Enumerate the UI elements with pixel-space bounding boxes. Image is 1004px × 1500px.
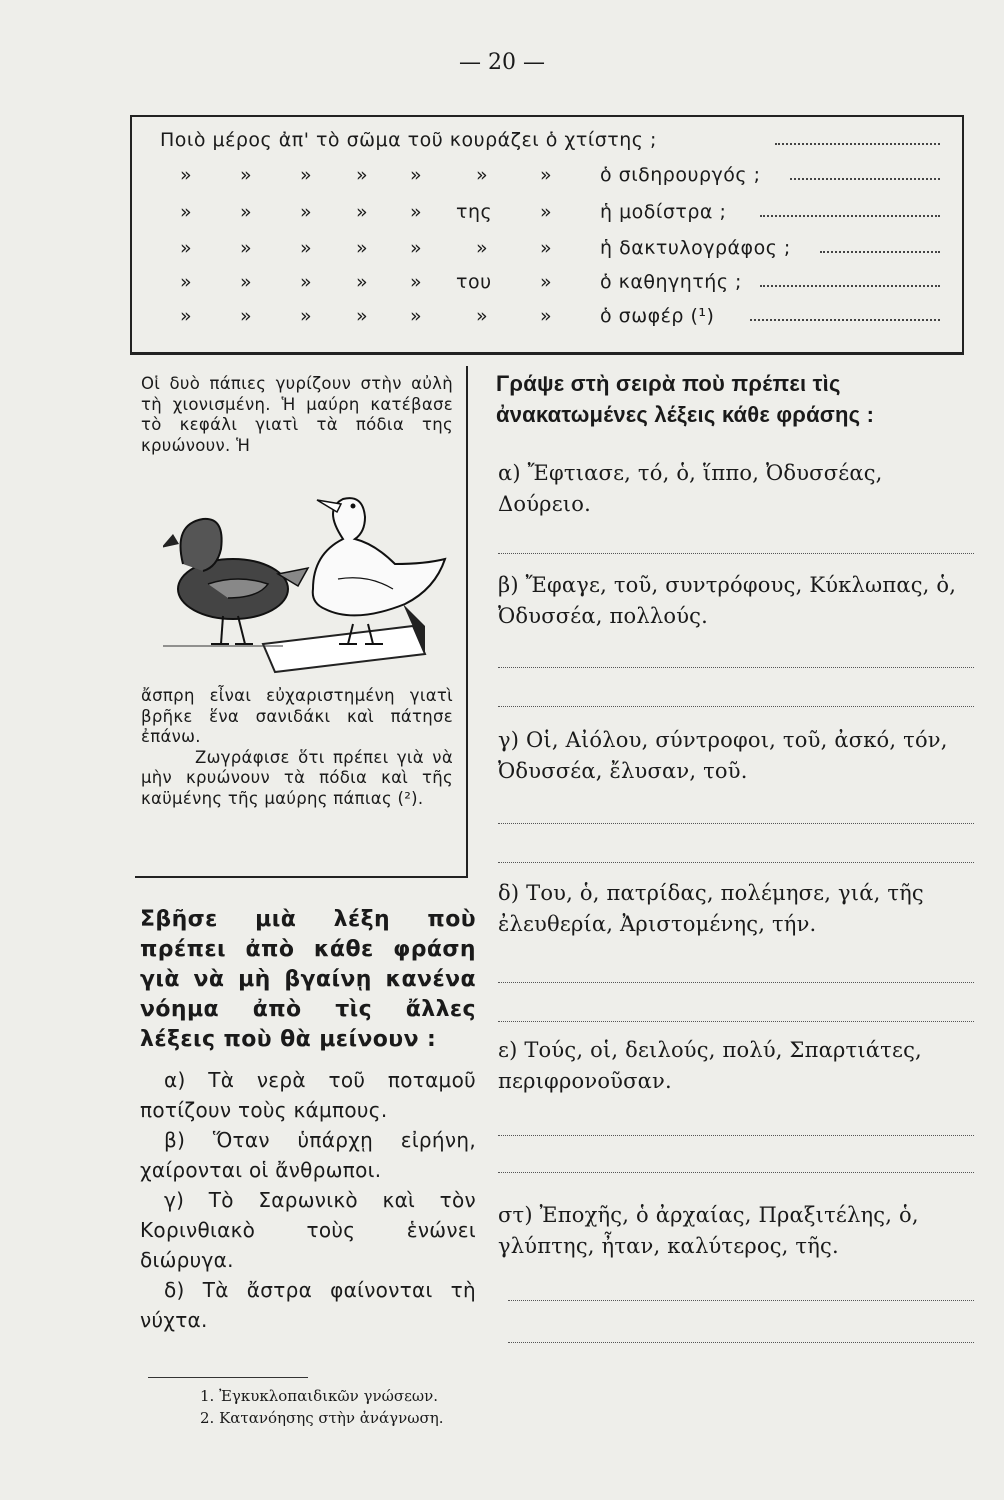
ditto-mark: »	[180, 271, 193, 293]
ditto-mark: »	[240, 164, 253, 186]
ditto-mark: »	[356, 164, 369, 186]
ditto-mark: »	[476, 237, 489, 259]
ditto-mark: »	[540, 305, 553, 327]
strike-item[interactable]: δ) Τὰ ἄστρα φαίνονται τὴ νύχτα.	[140, 1278, 476, 1332]
ditto-mark: »	[300, 201, 313, 223]
ditto-mark: »	[180, 201, 193, 223]
answer-line[interactable]	[498, 667, 974, 668]
story-text-top: Οἱ δυὸ πάπιες γυρίζουν στὴν αὐλὴ τὴ χιονισμένη. Ἡ μαύρη κατέβασε τὸ κεφάλι γιατὶ τὰ πόδια της κρυώνουν. Ἡ	[141, 374, 453, 455]
footnote-rule	[148, 1377, 308, 1378]
white-duck-icon	[313, 498, 445, 644]
ditto-mark: »	[476, 164, 489, 186]
story-text-bottom	[141, 686, 453, 809]
order-item: γ) Οἱ, Αἰόλου, σύντροφοι, τοῦ, ἀσκό, τόν, Ὀδυσσέα, ἔλυσαν, τοῦ.	[498, 728, 948, 783]
answer-line[interactable]	[790, 178, 940, 180]
question-job: ἡ μοδίστρα ;	[600, 201, 727, 223]
black-duck-icon	[163, 519, 308, 644]
question-job: ὁ καθηγητής ;	[600, 271, 742, 293]
ditto-mark: »	[240, 271, 253, 293]
ditto-mark: »	[410, 271, 423, 293]
answer-line[interactable]	[820, 251, 940, 253]
question-row	[160, 237, 940, 271]
body-questions-box	[130, 115, 964, 355]
story-continuation: ἄσπρη εἶναι εὐχαριστημένη γιατὶ βρῆκε ἕνα σανιδάκι καὶ πάτησε ἐπάνω.	[141, 686, 453, 746]
ditto-mark: »	[540, 201, 553, 223]
story-box	[135, 366, 468, 878]
ditto-mark: »	[180, 164, 193, 186]
footnotes	[200, 1385, 443, 1429]
ditto-mark: »	[476, 305, 489, 327]
question-row	[160, 305, 940, 339]
answer-line[interactable]	[760, 215, 940, 217]
strike-item[interactable]: α) Τὰ νερὰ τοῦ ποταμοῦ ποτίζουν τοὺς κάμπους.	[140, 1068, 476, 1122]
ditto-mark: »	[410, 237, 423, 259]
ditto-mark: »	[356, 271, 369, 293]
strike-item[interactable]: β) Ὅταν ὑπάρχῃ εἰρήνη, χαίρονται οἱ ἄνθρωποι.	[140, 1128, 476, 1182]
order-item: β) Ἔφαγε, τοῦ, συντρόφους, Κύκλωπας, ὁ, Ὀδυσσέα, πολλούς.	[498, 573, 957, 628]
answer-line[interactable]	[508, 1300, 974, 1301]
answer-line[interactable]	[498, 823, 974, 824]
footnote: 1. Ἐγκυκλοπαιδικῶν γνώσεων.	[200, 1387, 438, 1405]
question-row	[160, 164, 940, 198]
ditto-mark: »	[410, 164, 423, 186]
ditto-mark: »	[540, 164, 553, 186]
question-row	[160, 201, 940, 235]
order-words-exercise	[496, 368, 976, 430]
ditto-mark: »	[240, 305, 253, 327]
question-row	[160, 129, 940, 163]
ditto-pronoun: του	[456, 271, 492, 293]
answer-line[interactable]	[498, 706, 974, 707]
footnote: 2. Κατανόησης στὴν ἀνάγνωση.	[200, 1409, 444, 1427]
answer-line[interactable]	[498, 862, 974, 863]
answer-line[interactable]	[508, 1342, 974, 1343]
order-exercise-title: Γράψε στὴ σειρὰ ποὺ πρέπει τὶς ἀνακατωμένες λέξεις κάθε φράσης :	[496, 371, 875, 427]
question-job: ἡ δακτυλογράφος ;	[600, 237, 791, 259]
order-item: στ) Ἐποχῆς, ὁ ἀρχαίας, Πραξιτέλης, ὁ, γλύπτης, ἦταν, καλύτερος, τῆς.	[498, 1203, 919, 1258]
ditto-mark: »	[180, 305, 193, 327]
ditto-mark: »	[300, 271, 313, 293]
answer-line[interactable]	[750, 319, 940, 321]
question-job: ὁ σωφέρ (¹)	[600, 305, 715, 327]
drawing-task: Ζωγράφισε ὅτι πρέπει γιὰ νὰ μὴν κρυώνουν τὰ πόδια καὶ τῆς καϋμένης τῆς μαύρης πάπιας (²).	[141, 747, 453, 808]
page-number: — 20 —	[459, 50, 545, 75]
answer-line[interactable]	[498, 982, 974, 983]
order-item: ε) Τούς, οἱ, δειλούς, πολύ, Σπαρτιάτες, περιφρονοῦσαν.	[498, 1038, 922, 1093]
ditto-mark: »	[540, 271, 553, 293]
ducks-illustration	[163, 494, 453, 674]
ditto-mark: »	[356, 305, 369, 327]
strike-exercise-title: Σβῆσε μιὰ λέξη ποὺ πρέπει ἀπὸ κάθε φράση γιὰ νὰ μὴ βγαίνῃ κανένα νόημα ἀπὸ τὶς ἄλλες λέξεις ποὺ θὰ μείνουν :	[140, 907, 476, 1052]
answer-line[interactable]	[498, 553, 974, 554]
question-job: ὁ σιδηρουργός ;	[600, 164, 761, 186]
ditto-mark: »	[180, 237, 193, 259]
order-item: α) Ἔφτιασε, τό, ὁ, ἵππο, Ὀδυσσέας, Δούρειο.	[498, 461, 883, 516]
ditto-mark: »	[410, 305, 423, 327]
ditto-mark: »	[540, 237, 553, 259]
ditto-mark: »	[300, 305, 313, 327]
answer-line[interactable]	[498, 1135, 974, 1136]
ditto-mark: »	[240, 201, 253, 223]
answer-line[interactable]	[775, 143, 940, 145]
ditto-mark: »	[240, 237, 253, 259]
strike-item[interactable]: γ) Τὸ Σαρωνικὸ καὶ τὸν Κορινθιακὸ τοὺς ἑνώνει διώρυγα.	[140, 1188, 476, 1272]
ditto-mark: »	[356, 237, 369, 259]
ditto-mark: »	[410, 201, 423, 223]
answer-line[interactable]	[498, 1021, 974, 1022]
strike-word-exercise	[140, 905, 476, 1335]
ditto-pronoun: της	[456, 201, 493, 223]
answer-line[interactable]	[498, 1172, 974, 1173]
ditto-mark: »	[300, 237, 313, 259]
question-row	[160, 271, 940, 305]
question-text: Ποιὸ μέρος ἀπ' τὸ σῶμα τοῦ κουράζει ὁ χτίστης ;	[160, 129, 657, 151]
ditto-mark: »	[300, 164, 313, 186]
answer-line[interactable]	[760, 285, 940, 287]
ditto-mark: »	[356, 201, 369, 223]
order-item: δ) Του, ὁ, πατρίδας, πολέμησε, γιά, τῆς ἐλευθερία, Ἀριστομένης, τήν.	[498, 881, 924, 936]
